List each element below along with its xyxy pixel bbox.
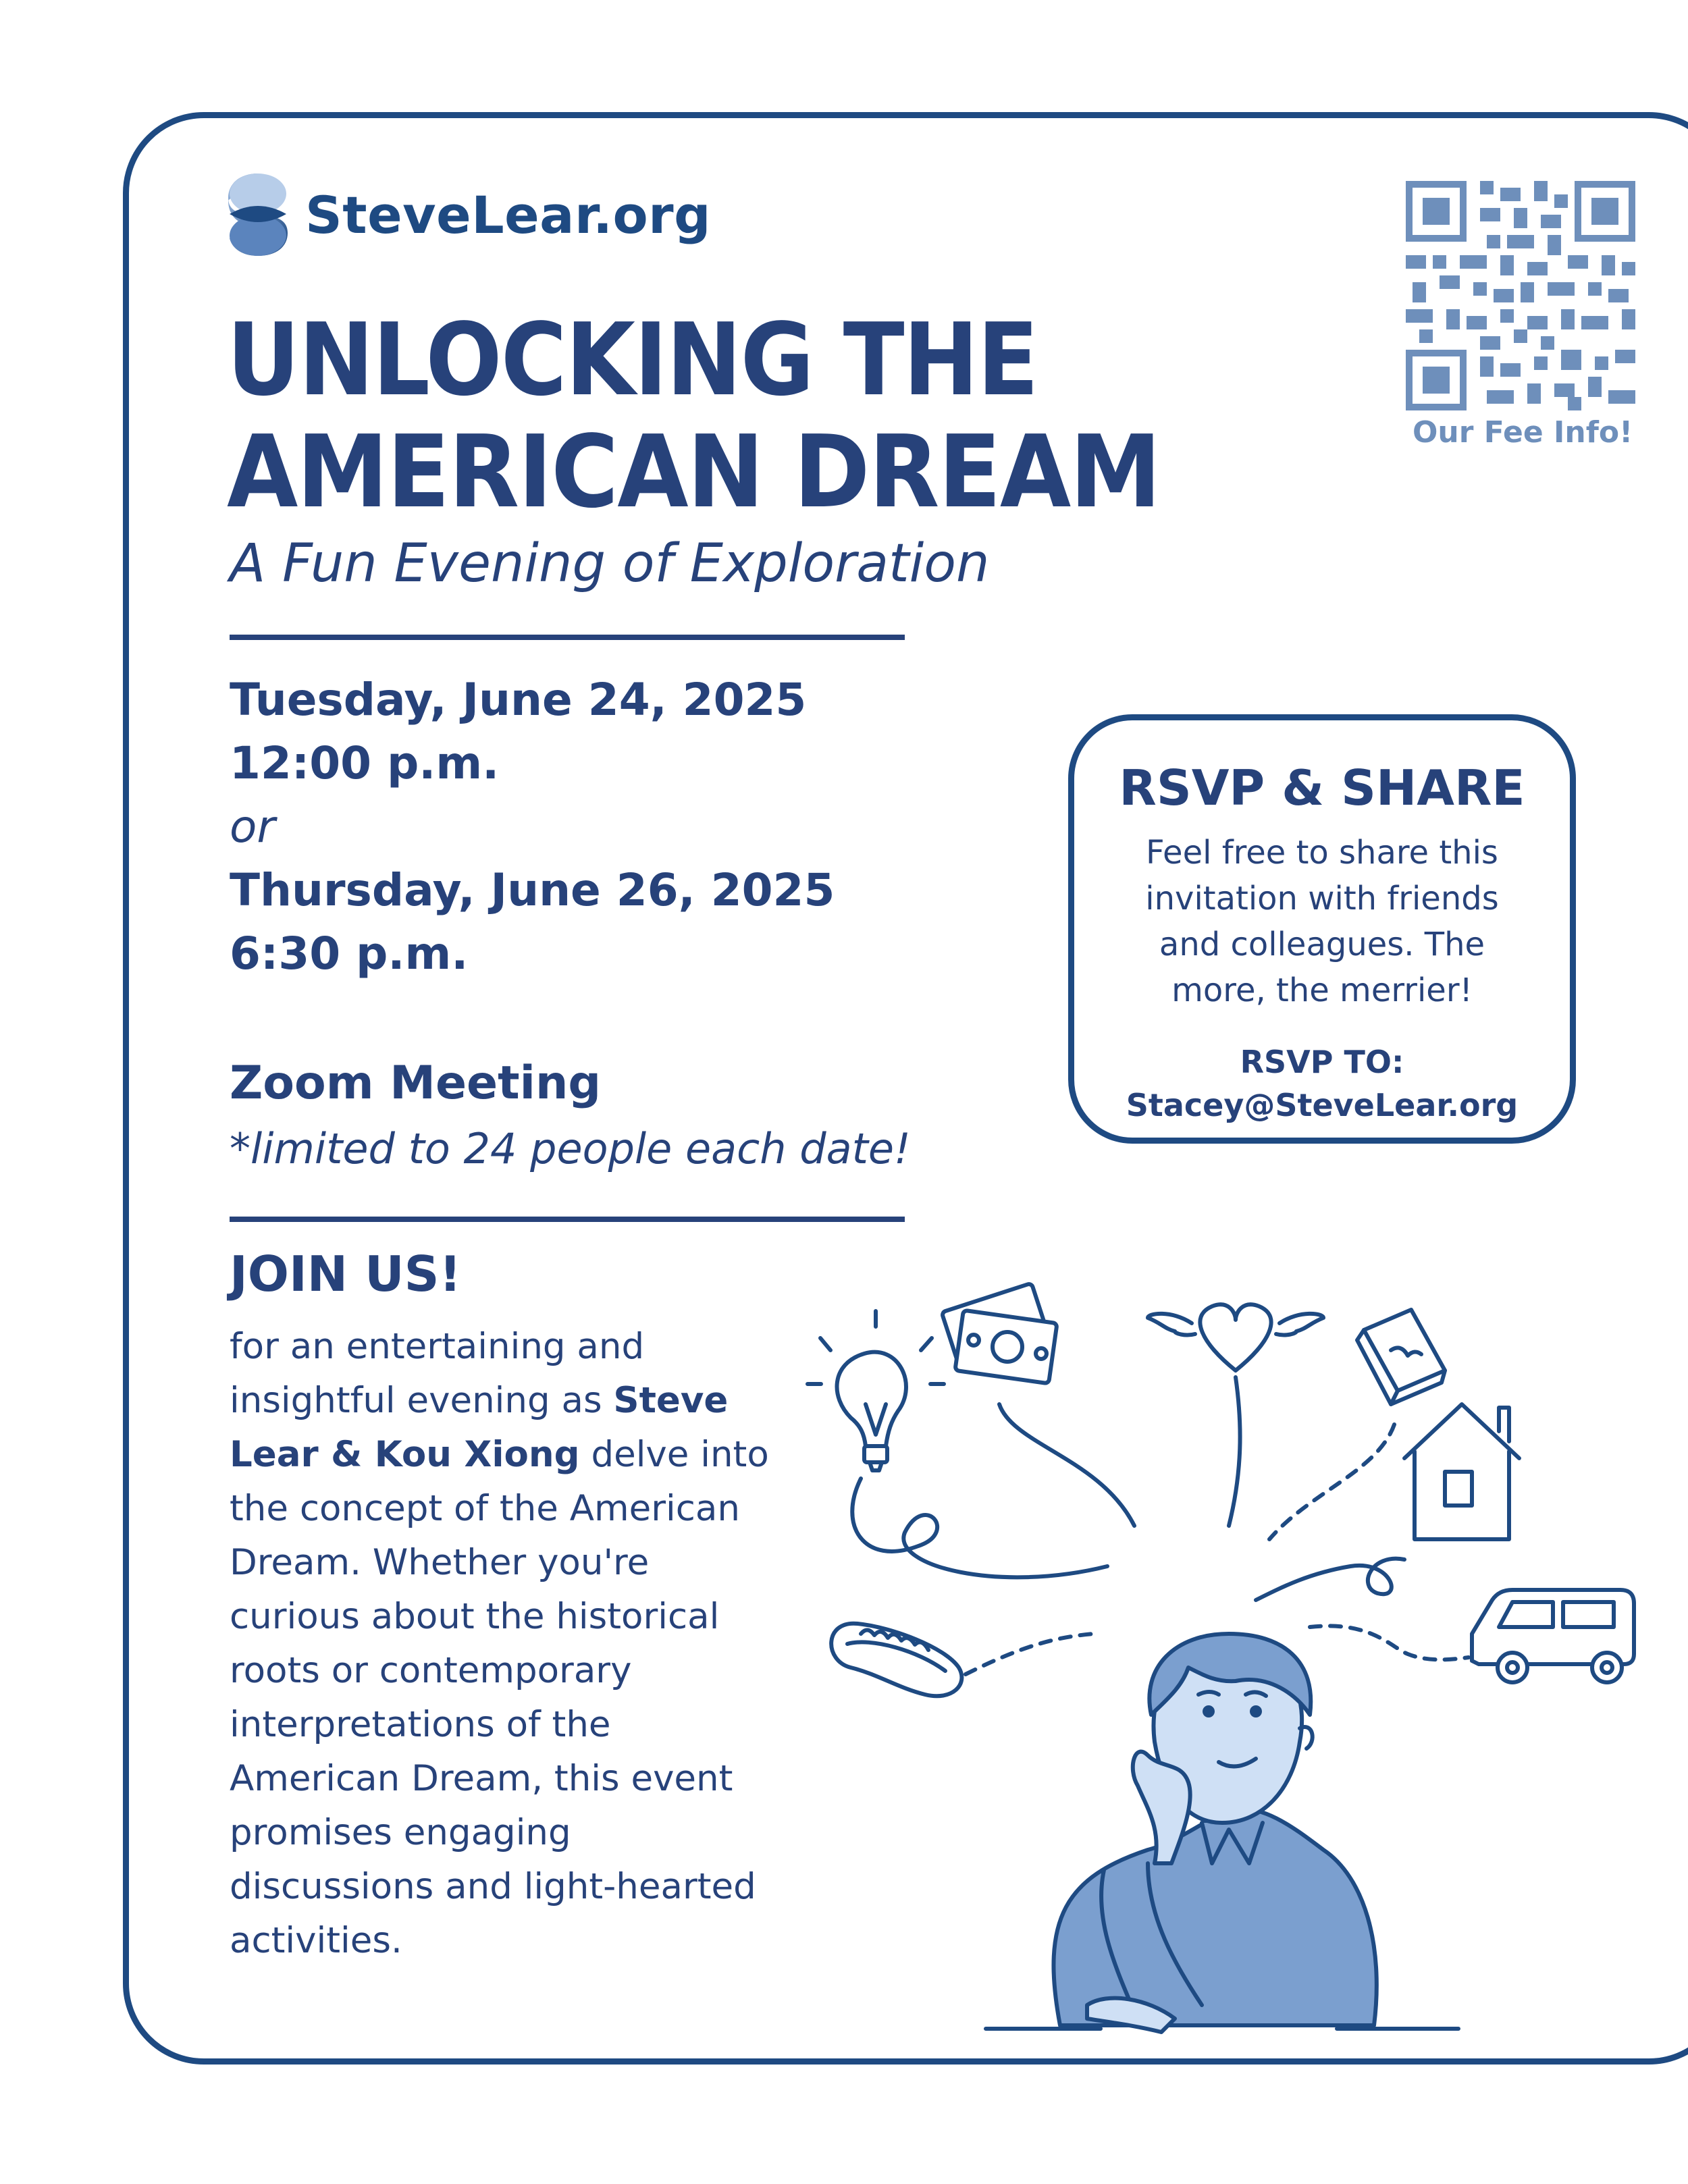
- divider-bottom: [230, 1217, 905, 1222]
- meeting-label: Zoom Meeting: [230, 1057, 602, 1110]
- divider-top: [230, 635, 905, 640]
- time-2: 6:30 p.m.: [230, 928, 469, 980]
- subtitle: A Fun Evening of Exploration: [230, 533, 990, 594]
- money-icon: [942, 1283, 1057, 1384]
- join-hosts: Steve Lear & Kou Xiong: [230, 1380, 729, 1475]
- rsvp-body: Feel free to share this invitation with friends and colleagues. The more, the merrier!: [1145, 834, 1499, 1009]
- date-2: Thursday, June 26, 2025: [230, 864, 835, 916]
- join-heading: JOIN US!: [230, 1246, 462, 1302]
- join-body: [230, 1320, 783, 1968]
- title-line-2: AMERICAN DREAM: [227, 414, 1161, 530]
- rsvp-box: [1068, 714, 1576, 1144]
- time-1: 12:00 p.m.: [230, 737, 500, 789]
- person-figure: [986, 1634, 1458, 2032]
- join-rest: delve into the concept of the American Dream. Whether you're curious about the historical roots or contemporary interpretations of the American Dream, this event promises engaging discussions and light-hearted activities.: [230, 1434, 769, 1961]
- connector-lines: [852, 1377, 1469, 1674]
- hotdog-icon: [831, 1624, 961, 1697]
- rsvp-to-block: [1074, 1040, 1570, 1127]
- event-dates: [230, 668, 835, 986]
- house-icon: [1404, 1404, 1519, 1539]
- or-label: or: [230, 801, 275, 853]
- join-intro: for an entertaining and insightful evening as: [230, 1326, 645, 1421]
- lightbulb-icon: [808, 1311, 944, 1470]
- qr-code-icon[interactable]: [1406, 181, 1635, 410]
- logo-text: SteveLear.org: [305, 184, 712, 245]
- rsvp-title: RSVP & SHARE: [1119, 760, 1525, 816]
- page-title: [227, 304, 1241, 528]
- rsvp-to-label: RSVP TO:: [1240, 1044, 1404, 1080]
- logo[interactable]: [226, 167, 711, 262]
- logo-mark-icon: [226, 171, 290, 259]
- date-1: Tuesday, June 24, 2025: [230, 674, 807, 726]
- rsvp-email[interactable]: Stacey@SteveLear.org: [1126, 1087, 1519, 1123]
- meeting-note: *limited to 24 people each date!: [230, 1124, 911, 1173]
- title-line-1: UNLOCKING THE: [227, 302, 1038, 418]
- winged-heart-icon: [1148, 1304, 1323, 1370]
- thinking-person-illustration: [797, 1269, 1674, 2079]
- qr-caption: Our Fee Info!: [1413, 415, 1633, 450]
- car-icon: [1472, 1590, 1634, 1682]
- book-icon: [1357, 1310, 1445, 1404]
